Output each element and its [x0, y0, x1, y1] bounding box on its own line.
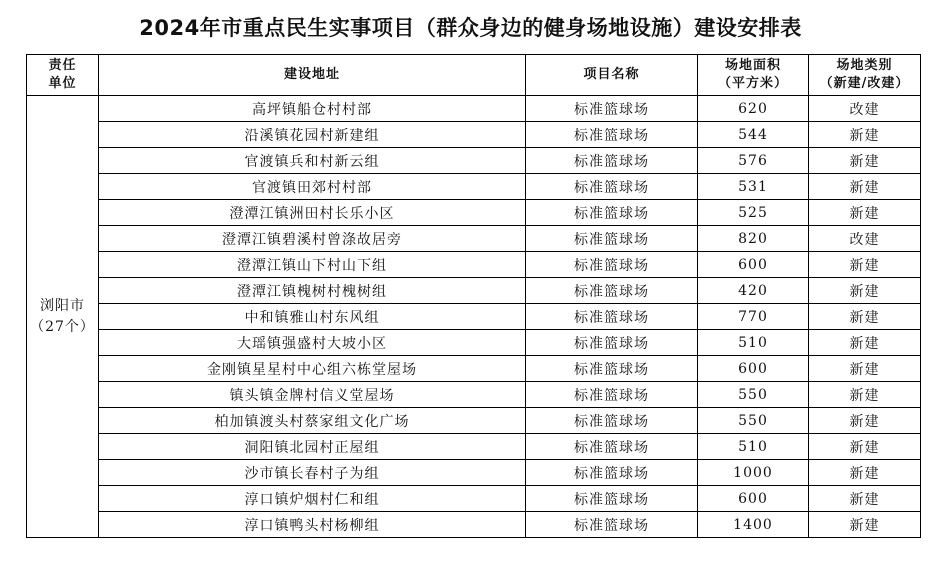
- location-cell: 沿溪镇花园村新建组: [99, 122, 526, 148]
- header-type-line2: （新建/改建）: [819, 76, 910, 91]
- table-row: [27, 96, 921, 122]
- area-cell: 820: [698, 226, 809, 252]
- project-name-cell: 标准篮球场: [526, 512, 698, 538]
- table-row: [27, 200, 921, 226]
- location-cell: 官渡镇兵和村新云组: [99, 148, 526, 174]
- responsible-unit-count: （27个）: [30, 318, 95, 335]
- project-name-cell: 标准篮球场: [526, 434, 698, 460]
- area-cell: 600: [698, 252, 809, 278]
- header-area-line2: （平方米）: [717, 76, 788, 91]
- project-name-cell: 标准篮球场: [526, 356, 698, 382]
- area-cell: 510: [698, 434, 809, 460]
- project-name-cell: 标准篮球场: [526, 278, 698, 304]
- area-cell: 770: [698, 304, 809, 330]
- table-row: [27, 486, 921, 512]
- location-cell: 中和镇雅山村东风组: [99, 304, 526, 330]
- table-row: [27, 382, 921, 408]
- area-cell: 1400: [698, 512, 809, 538]
- location-cell: 澄潭江镇洲田村长乐小区: [99, 200, 526, 226]
- area-cell: 510: [698, 330, 809, 356]
- site-type-cell: 新建: [809, 460, 921, 486]
- table-header-row: [27, 55, 921, 96]
- location-cell: 澄潭江镇槐树村槐树组: [99, 278, 526, 304]
- project-name-cell: 标准篮球场: [526, 460, 698, 486]
- site-type-cell: 改建: [809, 226, 921, 252]
- site-type-cell: 新建: [809, 434, 921, 460]
- header-responsible-unit: [27, 55, 99, 96]
- project-name-cell: 标准篮球场: [526, 382, 698, 408]
- header-area: [698, 55, 809, 96]
- header-unit-line1: 责任: [48, 58, 77, 73]
- header-type-line1: 场地类别: [836, 58, 893, 73]
- table-row: [27, 330, 921, 356]
- table-row: [27, 356, 921, 382]
- table-row: [27, 252, 921, 278]
- location-cell: 镇头镇金牌村信义堂屋场: [99, 382, 526, 408]
- site-type-cell: 新建: [809, 278, 921, 304]
- header-location: 建设地址: [99, 55, 526, 96]
- project-name-cell: 标准篮球场: [526, 148, 698, 174]
- area-cell: 525: [698, 200, 809, 226]
- project-name-cell: 标准篮球场: [526, 122, 698, 148]
- location-cell: 官渡镇田郊村村部: [99, 174, 526, 200]
- site-type-cell: 改建: [809, 96, 921, 122]
- location-cell: 沙市镇长春村子为组: [99, 460, 526, 486]
- project-name-cell: 标准篮球场: [526, 174, 698, 200]
- location-cell: 洞阳镇北园村正屋组: [99, 434, 526, 460]
- area-cell: 576: [698, 148, 809, 174]
- table-row: [27, 226, 921, 252]
- site-type-cell: 新建: [809, 356, 921, 382]
- site-type-cell: 新建: [809, 252, 921, 278]
- header-project-name: 项目名称: [526, 55, 698, 96]
- project-name-cell: 标准篮球场: [526, 330, 698, 356]
- project-name-cell: 标准篮球场: [526, 226, 698, 252]
- area-cell: 544: [698, 122, 809, 148]
- table-row: [27, 122, 921, 148]
- area-cell: 600: [698, 486, 809, 512]
- location-cell: 金刚镇星星村中心组六栋堂屋场: [99, 356, 526, 382]
- location-cell: 澄潭江镇碧溪村曾涤故居旁: [99, 226, 526, 252]
- site-type-cell: 新建: [809, 122, 921, 148]
- site-type-cell: 新建: [809, 174, 921, 200]
- project-name-cell: 标准篮球场: [526, 408, 698, 434]
- page-title: 2024年市重点民生实事项目（群众身边的健身场地设施）建设安排表: [139, 16, 802, 40]
- table-row: [27, 304, 921, 330]
- site-type-cell: 新建: [809, 330, 921, 356]
- site-type-cell: 新建: [809, 408, 921, 434]
- site-type-cell: 新建: [809, 382, 921, 408]
- location-cell: 大瑶镇强盛村大坡小区: [99, 330, 526, 356]
- project-name-cell: 标准篮球场: [526, 486, 698, 512]
- header-area-line1: 场地面积: [724, 58, 781, 73]
- location-cell: 高坪镇船仓村村部: [99, 96, 526, 122]
- project-name-cell: 标准篮球场: [526, 96, 698, 122]
- area-cell: 550: [698, 382, 809, 408]
- project-name-cell: 标准篮球场: [526, 304, 698, 330]
- location-cell: 淳口镇炉烟村仁和组: [99, 486, 526, 512]
- site-type-cell: 新建: [809, 148, 921, 174]
- construction-schedule-table: [26, 54, 921, 538]
- site-type-cell: 新建: [809, 304, 921, 330]
- table-row: [27, 174, 921, 200]
- table-row: [27, 512, 921, 538]
- area-cell: 600: [698, 356, 809, 382]
- project-name-cell: 标准篮球场: [526, 200, 698, 226]
- header-unit-line2: 单位: [48, 76, 77, 91]
- area-cell: 531: [698, 174, 809, 200]
- area-cell: 620: [698, 96, 809, 122]
- project-name-cell: 标准篮球场: [526, 252, 698, 278]
- table-row: [27, 434, 921, 460]
- responsible-unit-name: 浏阳市: [40, 297, 85, 314]
- area-cell: 1000: [698, 460, 809, 486]
- responsible-unit-cell: [27, 96, 99, 538]
- location-cell: 澄潭江镇山下村山下组: [99, 252, 526, 278]
- table-row: [27, 278, 921, 304]
- site-type-cell: 新建: [809, 512, 921, 538]
- site-type-cell: 新建: [809, 486, 921, 512]
- table-row: [27, 460, 921, 486]
- area-cell: 420: [698, 278, 809, 304]
- location-cell: 柏加镇渡头村蔡家组文化广场: [99, 408, 526, 434]
- location-cell: 淳口镇鸭头村杨柳组: [99, 512, 526, 538]
- header-site-type: [809, 55, 921, 96]
- table-row: [27, 408, 921, 434]
- site-type-cell: 新建: [809, 200, 921, 226]
- table-row: [27, 148, 921, 174]
- area-cell: 550: [698, 408, 809, 434]
- table-body: [27, 96, 921, 538]
